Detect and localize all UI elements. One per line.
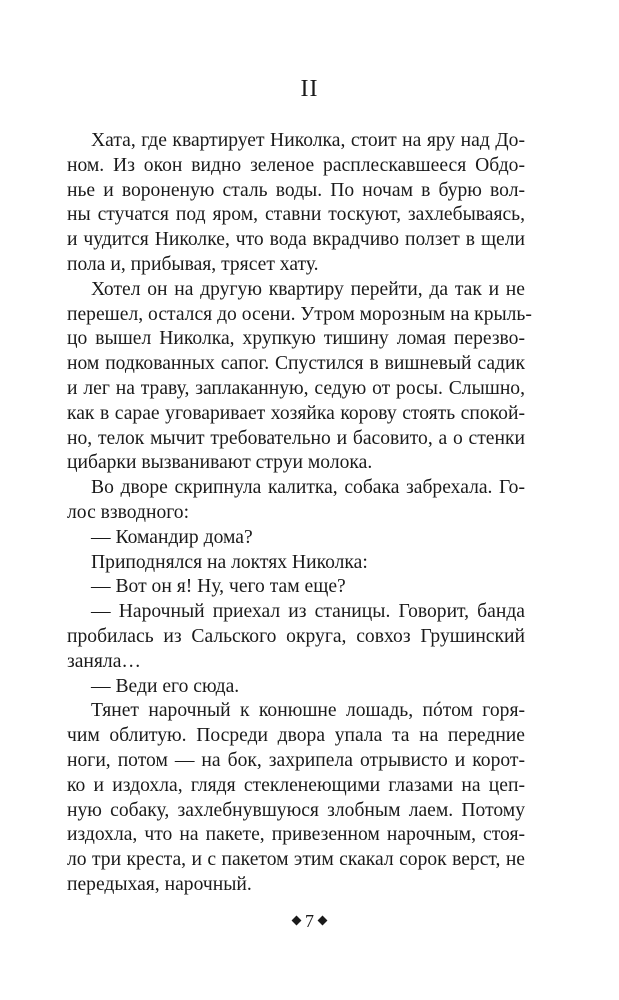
text-line: нье и вороненую сталь воды. По ночам в бурю вол- <box>67 179 525 201</box>
text-line: Тянет нарочный к конюшне лошадь, пóтом горя- <box>91 700 525 722</box>
page-footer <box>0 910 619 932</box>
text-line: Хотел он на другую квартиру перейти, да так и не <box>91 278 525 300</box>
text-line: чим облитую. Посреди двора упала та на передние <box>67 725 525 747</box>
text-line: ном. Из окон видно зеленое расплескавшееся Обдо- <box>67 154 525 176</box>
text-line: лос взводного: <box>67 501 190 523</box>
text-line: издохла, что на пакете, привезенном нарочным, стоя- <box>67 824 525 846</box>
text-line: — Командир дома? <box>91 526 253 548</box>
text-line: Во дворе скрипнула калитка, собака забрехала. Го- <box>91 477 525 499</box>
text-line: ло три креста, и с пакетом этим скакал сорок верст, не <box>67 849 525 871</box>
text-line: ноги, потом — на бок, захрипела отрывисто и корот- <box>67 749 525 771</box>
text-line: ны стучатся под яром, ставни тоскуют, захлебываясь, <box>67 204 525 226</box>
text-line: перешел, остался до осени. Утром морозным на крыль- <box>67 303 532 325</box>
body-text <box>67 129 532 898</box>
text-line: передыхая, нарочный. <box>67 873 252 895</box>
page-number: 7 <box>305 911 314 931</box>
text-line: пола и, прибывая, трясет хату. <box>67 253 319 275</box>
text-line: Хата, где квартирует Николка, стоит на яру над До- <box>91 130 525 151</box>
text-line: — Нарочный приехал из станицы. Говорит, банда <box>91 601 525 623</box>
text-line: Приподнялся на локтях Николка: <box>91 551 368 573</box>
text-line: заняла… <box>67 650 142 672</box>
text-line: ную собаку, захлебнувшуюся злобным лаем. Потому <box>67 799 525 821</box>
text-line: — Вот он я! Ну, чего там еще? <box>91 576 346 598</box>
text-line: ко и издохла, глядя стекленеющими глазами на цеп- <box>67 774 525 796</box>
diamond-icon <box>318 916 328 926</box>
text-line: пробилась из Сальского округа, совхоз Грушинский <box>67 625 525 647</box>
chapter-heading: II <box>300 76 319 102</box>
diamond-icon <box>292 916 302 926</box>
text-line: но, телок мычит требовательно и басовито, а о стенки <box>67 427 525 449</box>
text-line: и чудится Николке, что вода вкрадчиво ползет в щели <box>67 229 525 251</box>
text-line: и лег на траву, заплаканную, седую от росы. Слышно, <box>67 377 525 399</box>
text-line: ном подкованных сапог. Спустился в вишневый садик <box>67 353 525 375</box>
text-line: как в сарае уговаривает хозяйка корову стоять спокой- <box>67 402 525 424</box>
text-line: цибарки вызванивают струи молока. <box>67 452 373 474</box>
text-line: — Веди его сюда. <box>91 675 240 697</box>
text-line: цо вышел Николка, хрупкую тишину ломая перезво- <box>67 328 525 350</box>
